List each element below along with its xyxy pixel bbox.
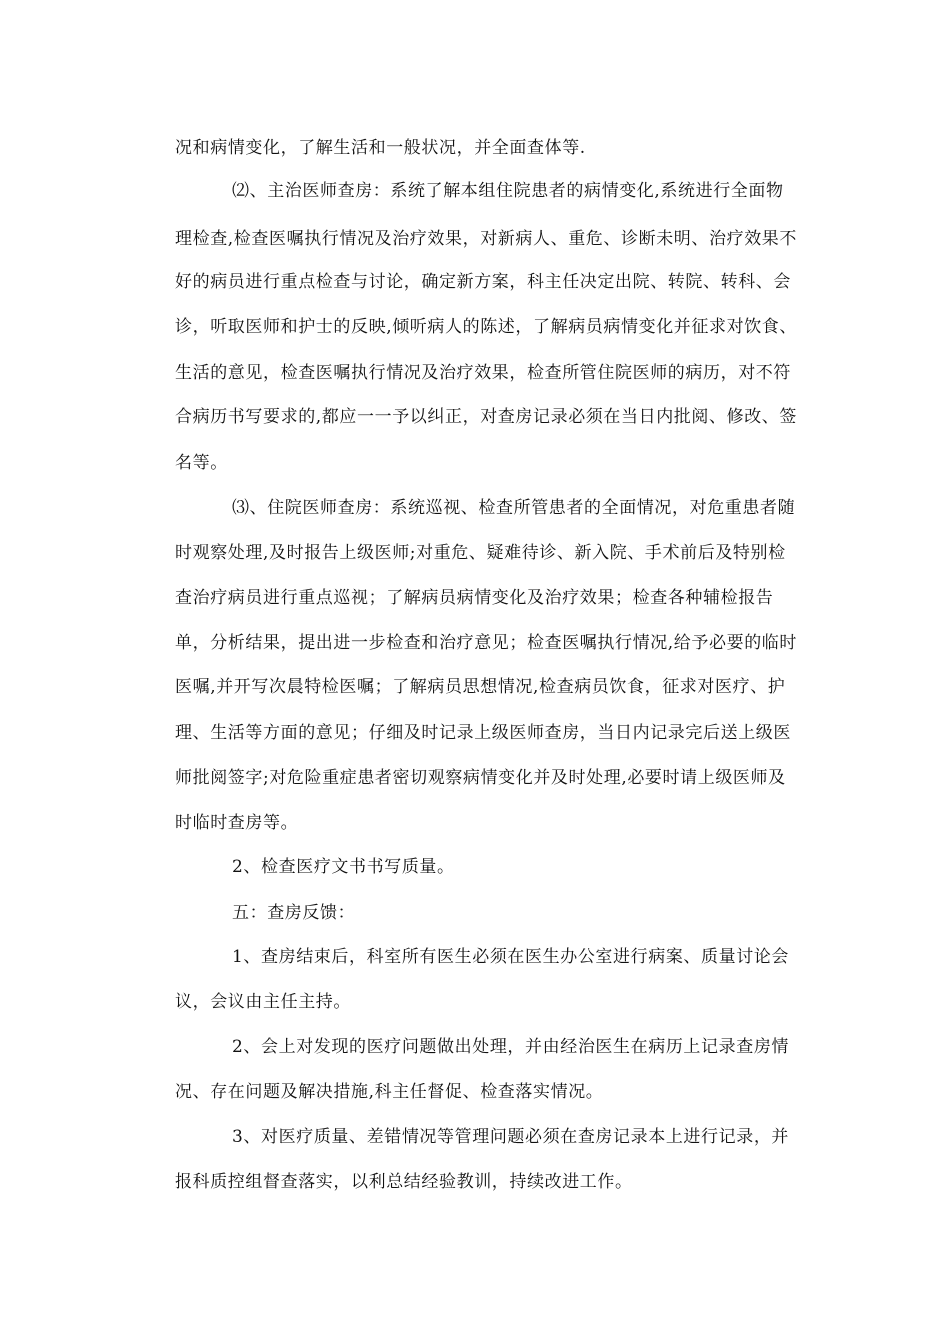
text-line: 1、查房结束后，科室所有医生必须在医生办公室进行病案、质量讨论会	[232, 947, 790, 967]
text-line: 3、对医疗质量、差错情况等管理问题必须在查房记录本上进行记录，并	[232, 1127, 790, 1147]
text-line: 合病历书写要求的,都应一一予以纠正，对查房记录必须在当日内批阅、修改、签	[175, 407, 798, 427]
text-line: 时临时查房等。	[175, 813, 299, 833]
text-line: 查治疗病员进行重点巡视；了解病员病情变化及治疗效果；检查各种辅检报告	[175, 588, 774, 608]
text-line: ⑶、住院医师查房：系统巡视、检查所管患者的全面情况，对危重患者随	[232, 498, 796, 518]
text-line: 单，分析结果，提出进一步检查和治疗意见；检查医嘱执行情况,给予必要的临时	[175, 633, 798, 653]
text-line: 理检查,检查医嘱执行情况及治疗效果，对新病人、重危、诊断未明、治疗效果不	[175, 229, 798, 249]
text-line: 况和病情变化，了解生活和一般状况，并全面查体等.	[175, 138, 586, 158]
text-line: ⑵、主治医师查房：系统了解本组住院患者的病情变化,系统进行全面物	[232, 181, 784, 201]
text-line: 2、检查医疗文书书写质量。	[232, 857, 455, 877]
text-line: 医嘱,并开写次晨特检医嘱；了解病员思想情况,检查病员饮食，征求对医疗、护	[175, 677, 786, 697]
text-line: 名等。	[175, 453, 228, 473]
text-line: 师批阅签字;对危险重症患者密切观察病情变化并及时处理,必要时请上级医师及	[175, 768, 786, 788]
text-line: 况、存在问题及解决措施,科主任督促、检查落实情况。	[175, 1082, 604, 1102]
section-heading: 五：查房反馈：	[232, 903, 356, 923]
text-line: 时观察处理,及时报告上级医师;对重危、疑难待诊、新入院、手术前后及特别检	[175, 543, 786, 563]
text-line: 理、生活等方面的意见；仔细及时记录上级医师查房，当日内记录完后送上级医	[175, 723, 791, 743]
text-line: 好的病员进行重点检查与讨论，确定新方案，科主任决定出院、转院、转科、会	[175, 272, 791, 292]
text-line: 议，会议由主任主持。	[175, 992, 351, 1012]
text-line: 诊，听取医师和护士的反映,倾听病人的陈述，了解病员病情变化并征求对饮食、	[175, 317, 798, 337]
text-line: 报科质控组督查落实，以利总结经验教训，持续改进工作。	[175, 1172, 633, 1192]
text-line: 2、会上对发现的医疗问题做出处理，并由经治医生在病历上记录查房情	[232, 1037, 790, 1057]
text-line: 生活的意见，检查医嘱执行情况及治疗效果，检查所管住院医师的病历，对不符	[175, 363, 791, 383]
